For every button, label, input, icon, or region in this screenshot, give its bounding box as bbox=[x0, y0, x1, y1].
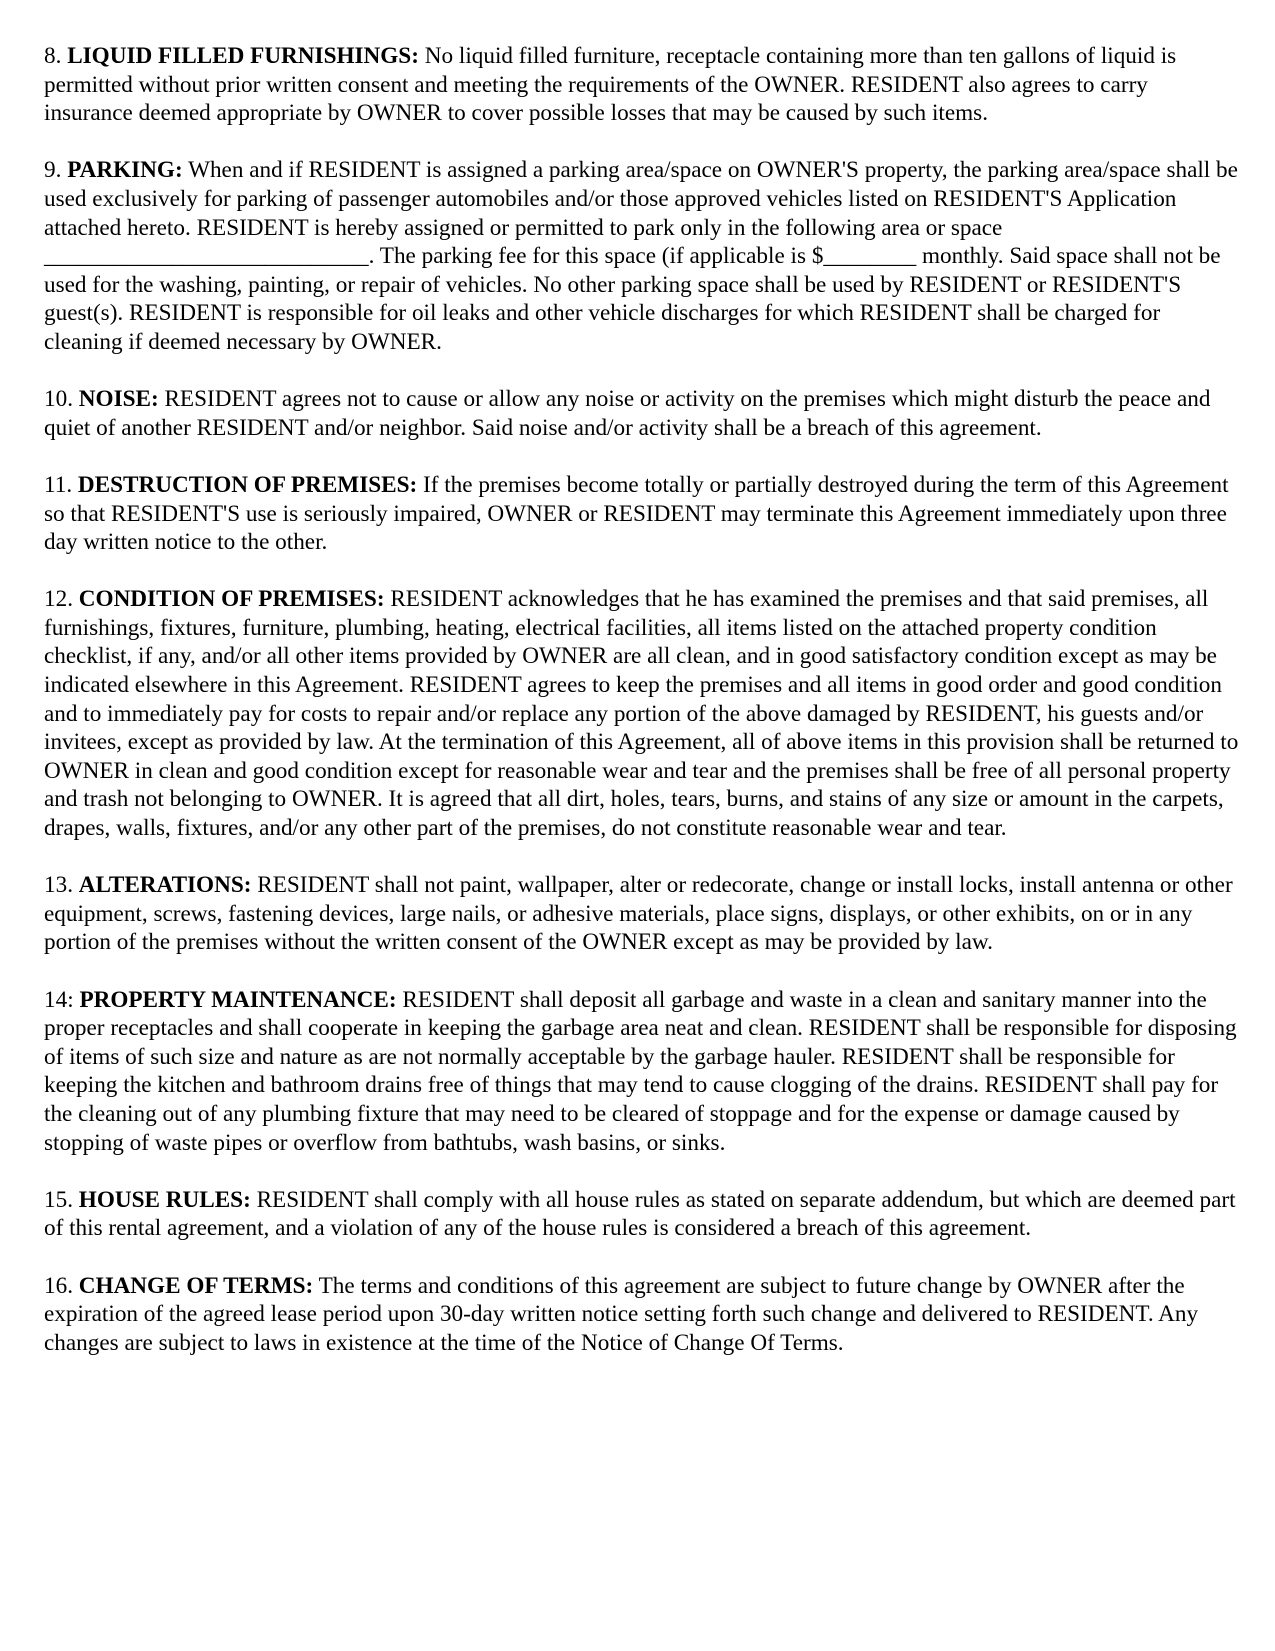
clause-heading: LIQUID FILLED FURNISHINGS: bbox=[67, 43, 419, 69]
document-page bbox=[44, 42, 1239, 1386]
clause-10-noise bbox=[44, 385, 1239, 442]
clause-12-condition-of-premises bbox=[44, 585, 1239, 842]
clause-number: 14: bbox=[44, 986, 74, 1013]
clause-number: 11. bbox=[44, 471, 73, 498]
clause-15-house-rules bbox=[44, 1186, 1239, 1243]
clause-8-liquid-filled-furnishings bbox=[44, 42, 1239, 128]
clause-number: 16. bbox=[44, 1272, 73, 1299]
clause-text: When and if RESIDENT is assigned a parking area/space on OWNER'S property, the parking area/space shall be used exclusively for parking of passenger automobiles and/or those approved vehicles listed on RESIDENT'S Application attached hereto. RESIDENT is hereby assigned or permitted to park only in the following area or space bbox=[44, 157, 1238, 241]
parking-fee-blank[interactable]: ________ bbox=[823, 243, 917, 270]
clause-heading: CHANGE OF TERMS: bbox=[78, 1272, 314, 1299]
clause-11-destruction-of-premises bbox=[44, 471, 1239, 557]
clause-text: No liquid filled furniture, receptacle containing more than ten gallons of liquid is permitted without prior written consent and meeting the requirements of the OWNER. RESIDENT also agrees to carry insurance deemed appropriate by OWNER to cover possible losses that may be caused by such items. bbox=[44, 43, 1177, 127]
clause-14-property-maintenance bbox=[44, 986, 1239, 1158]
clause-number: 15. bbox=[44, 1186, 73, 1213]
clause-heading: PROPERTY MAINTENANCE: bbox=[79, 986, 397, 1013]
clause-heading: NOISE: bbox=[78, 386, 159, 413]
clause-text: RESIDENT shall not paint, wallpaper, alter or redecorate, change or install locks, install antenna or other equipment, screws, fastening devices, large nails, or adhesive materials, place signs, displays, or other exhibits, on or in any portion of the premises without the written consent of the OWNER except as may be provided by law. bbox=[44, 872, 1233, 956]
clause-number: 12. bbox=[44, 586, 73, 613]
clause-13-alterations bbox=[44, 871, 1239, 957]
clause-heading: HOUSE RULES: bbox=[78, 1186, 251, 1213]
clause-number: 13. bbox=[44, 872, 73, 899]
clause-text: RESIDENT agrees not to cause or allow any noise or activity on the premises which might disturb the peace and quiet of another RESIDENT and/or neighbor. Said noise and/or activity shall be a breach of this agreement. bbox=[44, 386, 1211, 441]
clause-text-middle: . The parking fee for this space (if applicable is $ bbox=[368, 243, 824, 270]
clause-text: RESIDENT shall deposit all garbage and waste in a clean and sanitary manner into the proper receptacles and shall cooperate in keeping the garbage area neat and clean. RESIDENT shall be responsible for disposing of items of such size and nature as are not normally acceptable by the garbage hauler. RESIDENT shall be responsible for keeping the kitchen and bathroom drains free of things that may tend to cause clogging of the drains. RESIDENT shall pay for the cleaning out of any plumbing fixture that may need to be cleared of stoppage and for the expense or damage caused by stopping of waste pipes or overflow from bathtubs, wash basins, or sinks. bbox=[44, 986, 1237, 1156]
clause-number: 8. bbox=[44, 43, 62, 69]
clause-heading: PARKING: bbox=[67, 157, 183, 184]
clause-9-parking bbox=[44, 156, 1239, 356]
clause-text: RESIDENT shall comply with all house rules as stated on separate addendum, but which are deemed part of this rental agreement, and a violation of any of the house rules is considered a breach of this agreement. bbox=[44, 1186, 1236, 1242]
clause-heading: CONDITION OF PREMISES: bbox=[78, 586, 385, 613]
clause-text-after: monthly. Said space shall not be used for the washing, painting, or repair of vehicles. No other parking space shall be used by RESIDENT or RESIDENT'S guest(s). RESIDENT is responsible for oil leaks and other vehicle discharges for which RESIDENT shall be charged for cleaning if deemed necessary by OWNER. bbox=[44, 243, 1221, 355]
parking-space-blank[interactable]: ____________________________ bbox=[44, 243, 369, 270]
clause-number: 9. bbox=[44, 157, 62, 184]
clause-16-change-of-terms bbox=[44, 1272, 1239, 1358]
clause-heading: DESTRUCTION OF PREMISES: bbox=[77, 471, 418, 498]
clause-text: The terms and conditions of this agreement are subject to future change by OWNER after the expiration of the agreed lease period upon 30-day written notice setting forth such change and delivered to RESIDENT. Any changes are subject to laws in existence at the time of the Notice of Change Of Terms. bbox=[44, 1272, 1199, 1356]
clause-heading: ALTERATIONS: bbox=[78, 872, 252, 899]
clause-text: RESIDENT acknowledges that he has examined the premises and that said premises, all furnishings, fixtures, furniture, plumbing, heating, electrical facilities, all items listed on the attached property condition checklist, if any, and/or all other items provided by OWNER are all clean, and in good satisfactory condition except as may be indicated elsewhere in this Agreement. RESIDENT agrees to keep the premises and all items in good order and good condition and to immediately pay for costs to repair and/or replace any portion of the above damaged by RESIDENT, his guests and/or invitees, except as provided by law. At the termination of this Agreement, all of above items in this provision shall be returned to OWNER in clean and good condition except for reasonable wear and tear and the premises shall be free of all personal property and trash not belonging to OWNER. It is agreed that all dirt, holes, tears, burns, and stains of any size or amount in the carpets, drapes, walls, fixtures, and/or any other part of the premises, do not constitute reasonable wear and tear. bbox=[44, 586, 1239, 842]
clause-text: If the premises become totally or partially destroyed during the term of this Agreement so that RESIDENT'S use is seriously impaired, OWNER or RESIDENT may terminate this Agreement immediately upon three day written notice to the other. bbox=[44, 471, 1229, 556]
clause-number: 10. bbox=[44, 386, 73, 413]
